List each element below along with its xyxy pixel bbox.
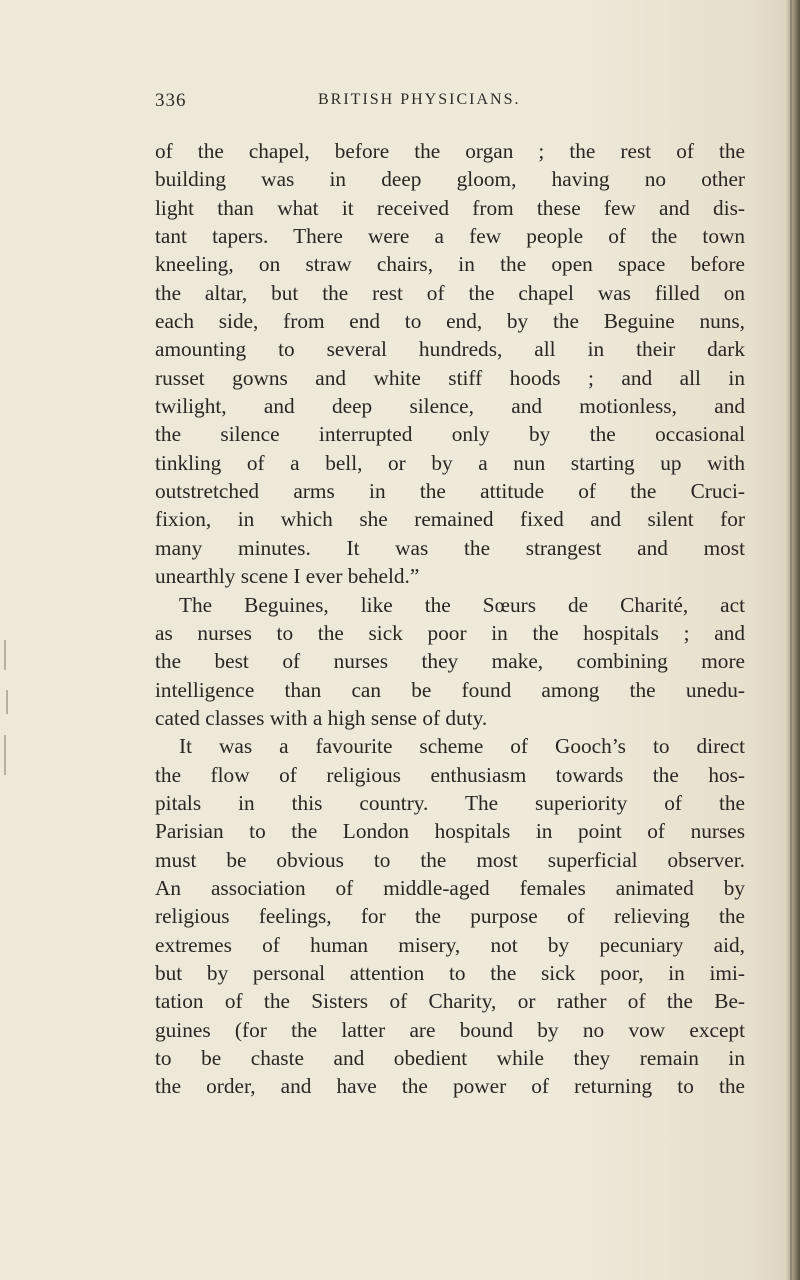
margin-marks [4, 640, 10, 800]
text-line: as nurses to the sick poor in the hospitals ; and [155, 620, 745, 645]
text-line: kneeling, on straw chairs, in the open space before [155, 252, 745, 277]
text-line: pitals in this country. The superiority of the [155, 790, 745, 815]
text-line: Parisian to the London hospitals in point of nurses [155, 819, 745, 844]
text-line: twilight, and deep silence, and motionless, and [155, 394, 745, 419]
text-line: russet gowns and white stiff hoods ; and all in [155, 365, 745, 390]
body-text [155, 137, 745, 1101]
gutter-edge [790, 0, 792, 1280]
text-line: intelligence than can be found among the unedu- [155, 677, 745, 702]
text-line: the order, and have the power of returning to the [155, 1074, 745, 1099]
running-head [155, 90, 745, 118]
text-line: fixion, in which she remained fixed and silent for [155, 507, 745, 532]
running-head-title: BRITISH PHYSICIANS. [318, 91, 521, 108]
text-line: It was a favourite scheme of Gooch’s to direct [179, 734, 745, 759]
text-line: the silence interrupted only by the occasional [155, 422, 745, 447]
text-line: unearthly scene I ever beheld.” [155, 564, 420, 589]
text-line: light than what it received from these few and dis- [155, 195, 745, 220]
text-line: but by personal attention to the sick poor, in imi- [155, 960, 745, 985]
text-line: building was in deep gloom, having no other [155, 167, 745, 192]
text-line: tinkling of a bell, or by a nun starting up with [155, 450, 745, 475]
text-line: the best of nurses they make, combining more [155, 649, 745, 674]
text-line: cated classes with a high sense of duty. [155, 705, 488, 730]
text-line: outstretched arms in the attitude of the Cruci- [155, 479, 745, 504]
text-line: the altar, but the rest of the chapel was filled on [155, 280, 745, 305]
text-line: guines (for the latter are bound by no vow except [155, 1017, 745, 1042]
text-line: An association of middle-aged females animated by [155, 875, 745, 900]
text-line: to be chaste and obedient while they remain in [155, 1046, 745, 1070]
text-line: each side, from end to end, by the Beguine nuns, [155, 309, 745, 334]
page-gutter [786, 0, 800, 1280]
text-line: amounting to several hundreds, all in their dark [155, 337, 745, 362]
text-line: must be obvious to the most superficial observer. [155, 847, 745, 872]
text-line: tation of the Sisters of Charity, or rather of the Be- [155, 989, 745, 1014]
text-line: of the chapel, before the organ ; the rest of the [155, 139, 745, 163]
text-line: extremes of human misery, not by pecuniary aid, [155, 932, 745, 957]
page-number: 336 [155, 90, 187, 111]
text-line: many minutes. It was the strangest and most [155, 535, 745, 560]
text-line: The Beguines, like the Sœurs de Charité, act [179, 592, 745, 617]
text-line: tant tapers. There were a few people of the town [155, 224, 745, 249]
text-line: religious feelings, for the purpose of relieving the [155, 904, 745, 929]
text-line: the flow of religious enthusiasm towards the hos- [155, 762, 745, 787]
